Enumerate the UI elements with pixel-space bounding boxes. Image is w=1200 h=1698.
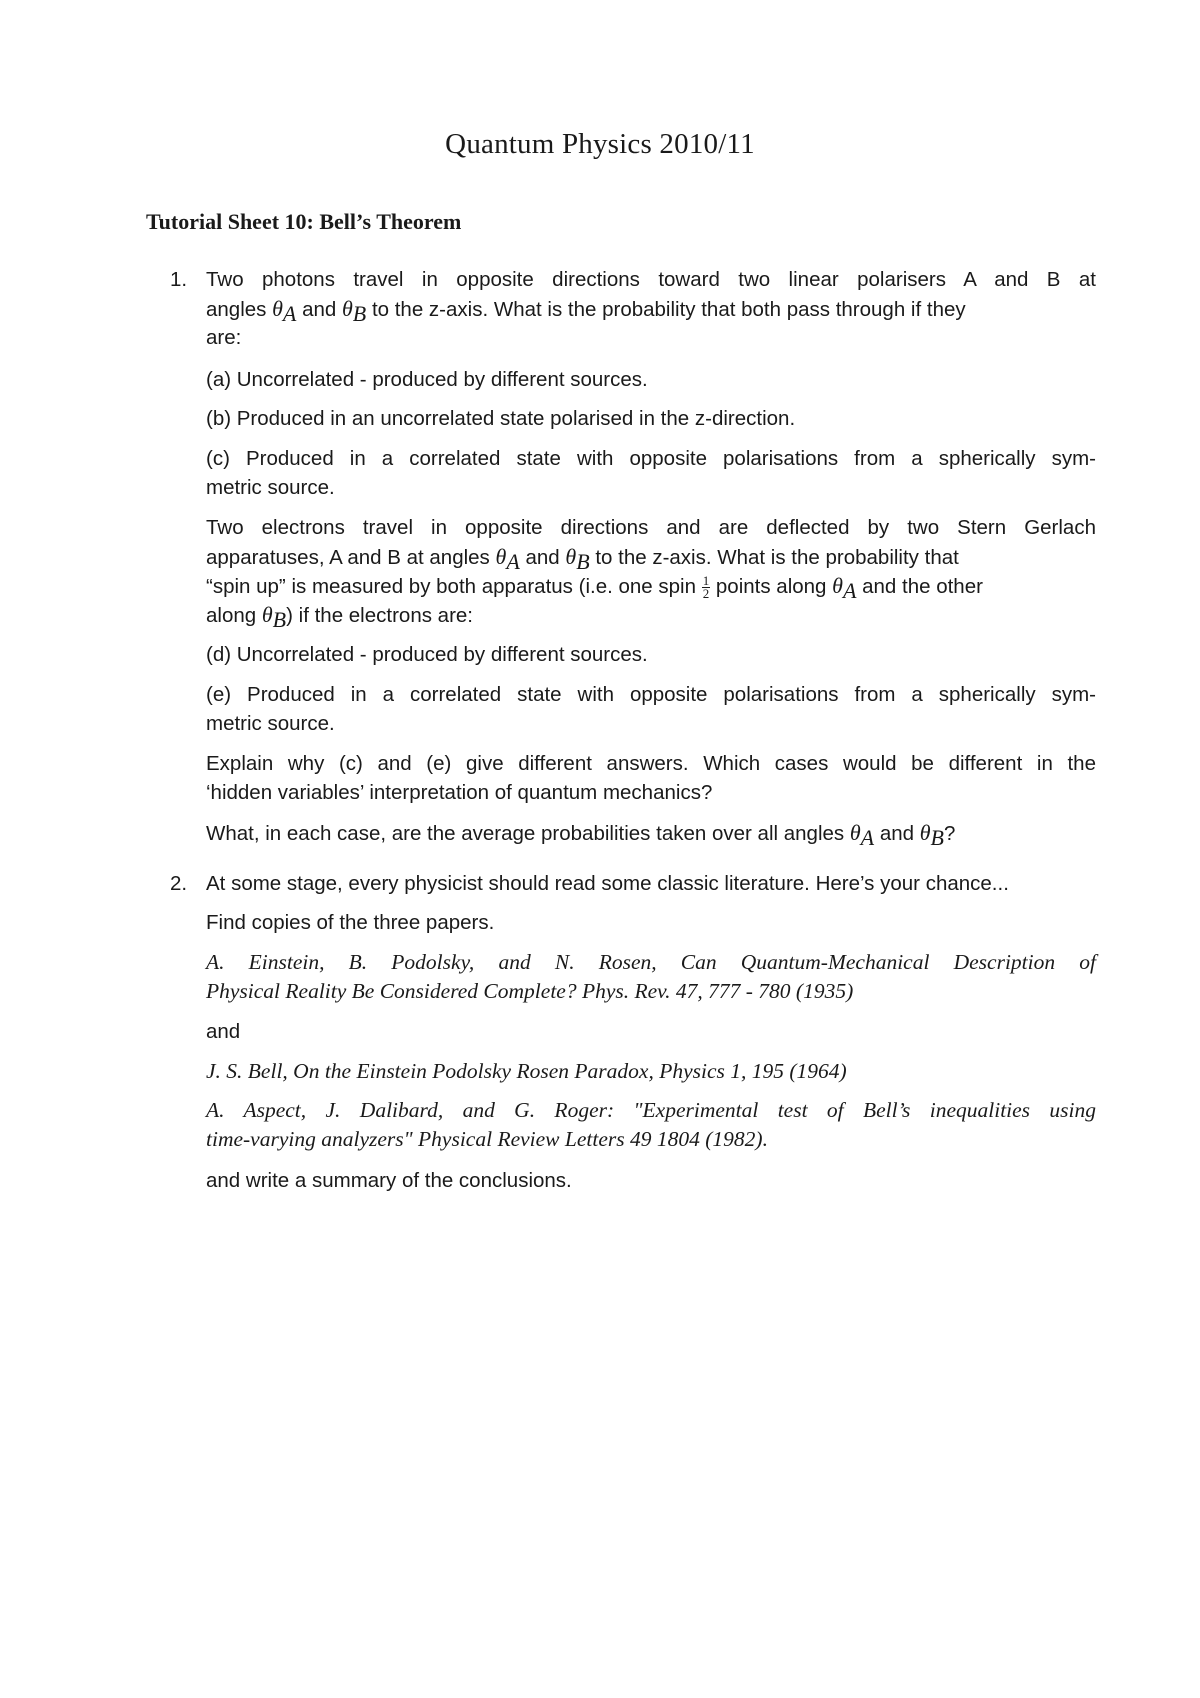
- q1-electron-line-4: along $\theta_B$) if the electrons are:: [206, 602, 473, 633]
- q1-average-question: What, in each case, are the average probabilities taken over all angles $\theta_A$ and $\theta_B$?: [206, 820, 956, 851]
- q1-intro-line-3: are:: [206, 326, 242, 349]
- q2-and: and: [206, 1020, 241, 1043]
- q1-explain-line-2: ‘hidden variables’ interpretation of quantum mechanics?: [206, 781, 713, 804]
- q1-electron-line-2: apparatuses, A and B at angles $\theta_A$ and $\theta_B$ to the z-axis. What is the probability that: [206, 544, 959, 575]
- q1-intro-line-2: angles $\theta_A$ and $\theta_B$ to the z-axis. What is the probability that both pass through if they: [206, 296, 966, 327]
- reference-aspect-line-1: A. Aspect, J. Dalibard, and G. Roger: "Experimental test of Bell’s inequalities using: [206, 1098, 1096, 1122]
- reference-bell: J. S. Bell, On the Einstein Podolsky Rosen Paradox, Physics 1, 195 (1964): [206, 1059, 847, 1083]
- question-1-number: 1.: [170, 268, 188, 291]
- q1-part-e-line-2: metric source.: [206, 712, 335, 735]
- q1-part-a: (a) Uncorrelated - produced by different sources.: [206, 368, 648, 391]
- reference-epr-line-2: Physical Reality Be Considered Complete? Phys. Rev. 47, 777 - 780 (1935): [206, 979, 854, 1003]
- q1-part-e-line-1: (e) Produced in a correlated state with opposite polarisations from a spherically sym-: [206, 683, 1096, 706]
- q1-part-d: (d) Uncorrelated - produced by different sources.: [206, 643, 648, 666]
- q1-electron-line-1: Two electrons travel in opposite directions and are deflected by two Stern Gerlach: [206, 516, 1096, 539]
- one-half-fraction: $\frac{1}{2}$: [702, 573, 710, 602]
- q1-part-c-line-1: (c) Produced in a correlated state with opposite polarisations from a spherically sym-: [206, 447, 1096, 470]
- q2-intro: At some stage, every physicist should read some classic literature. Here’s your chance...: [206, 872, 1009, 895]
- q2-summary-instruction: and write a summary of the conclusions.: [206, 1169, 572, 1192]
- reference-epr-line-1: A. Einstein, B. Podolsky, and N. Rosen, Can Quantum-Mechanical Description of: [206, 950, 1096, 974]
- q1-electron-line-3: “spin up” is measured by both apparatus (i.e. one spin $\frac{1}{2}$ points along $\theta_A$ and the other: [206, 573, 983, 604]
- reference-aspect-line-2: time-varying analyzers" Physical Review Letters 49 1804 (1982).: [206, 1127, 768, 1151]
- q1-part-b: (b) Produced in an uncorrelated state polarised in the z-direction.: [206, 407, 796, 430]
- question-2-number: 2.: [170, 872, 188, 895]
- q1-explain-line-1: Explain why (c) and (e) give different answers. Which cases would be different in the: [206, 752, 1096, 775]
- q1-intro-line-1: Two photons travel in opposite directions toward two linear polarisers A and B at: [206, 268, 1096, 291]
- q1-part-c-line-2: metric source.: [206, 476, 335, 499]
- sheet-subtitle: Tutorial Sheet 10: Bell’s Theorem: [146, 209, 462, 234]
- q2-find-papers: Find copies of the three papers.: [206, 911, 495, 934]
- document-title: Quantum Physics 2010/11: [445, 128, 755, 160]
